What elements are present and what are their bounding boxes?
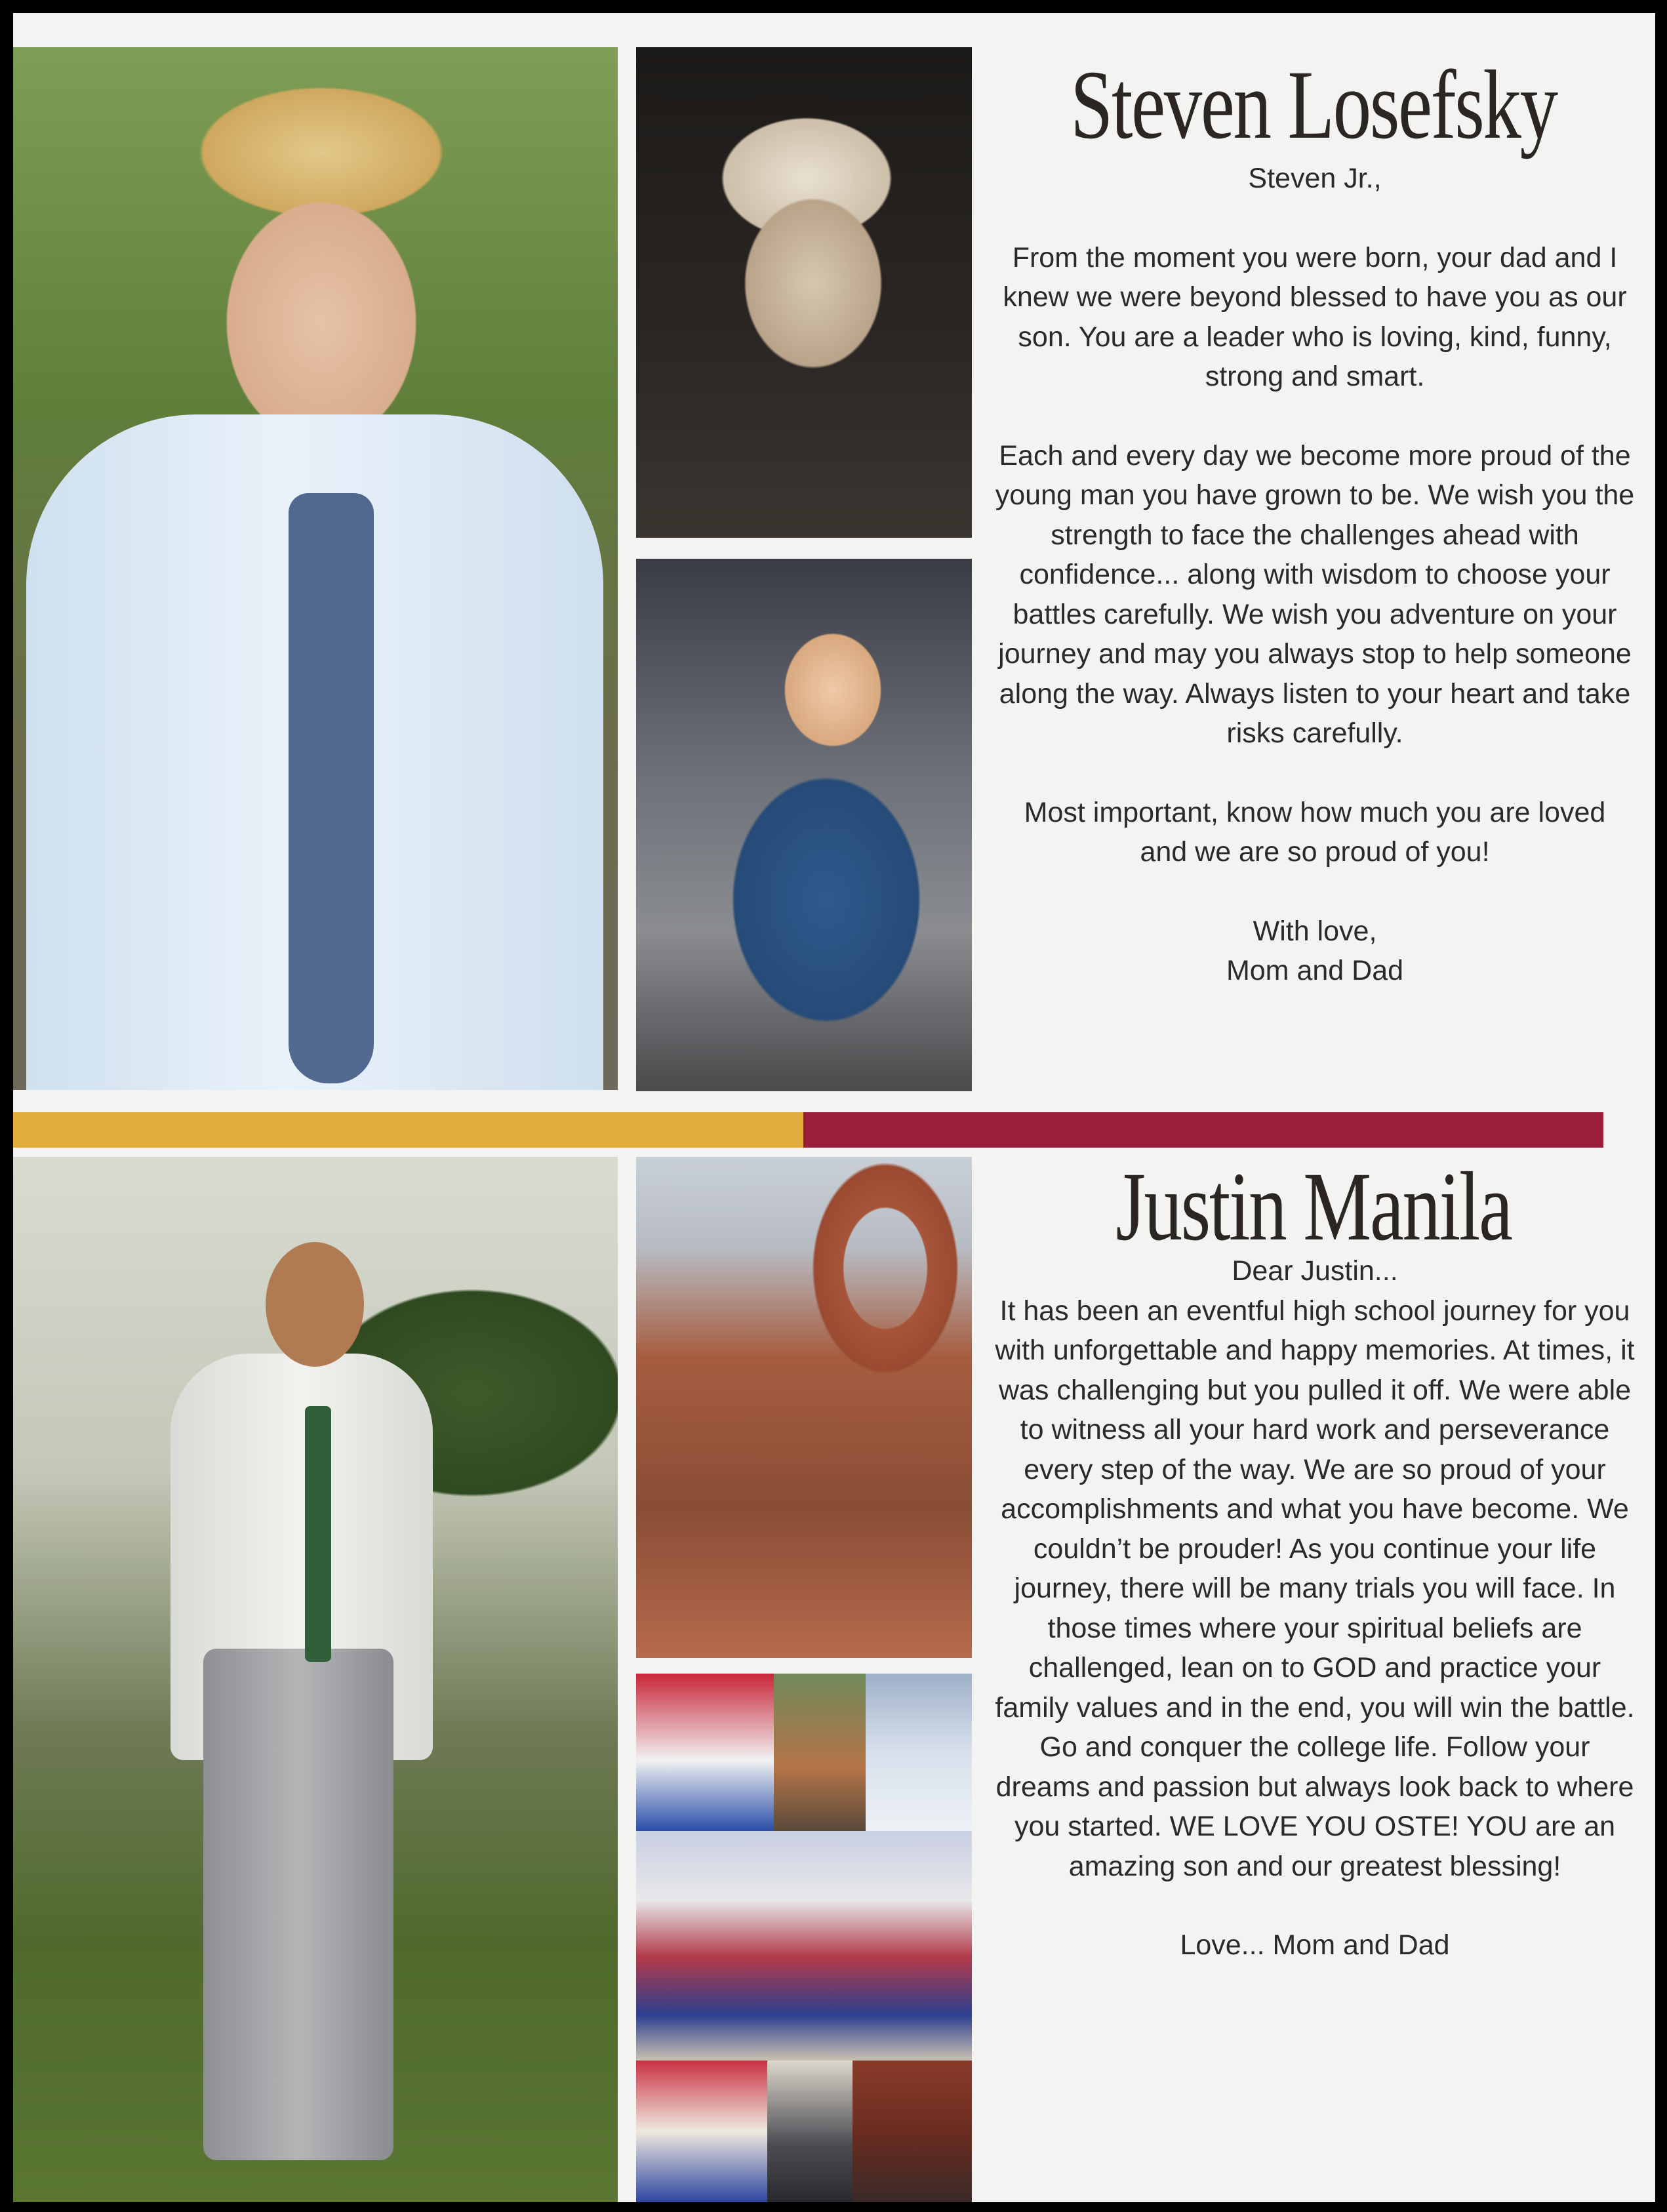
divider-gold-stripe bbox=[13, 1112, 803, 1148]
steven-name-heading: Steven Losefsky bbox=[1070, 50, 1557, 159]
steven-paragraph-3: Most important, know how much you are loved and we are so proud of you! bbox=[1024, 796, 1606, 868]
justin-message bbox=[990, 1251, 1639, 1965]
justin-salutation: Dear Justin... bbox=[1232, 1255, 1398, 1287]
divider-red-stripe bbox=[803, 1112, 1603, 1148]
collage-piano-tile bbox=[853, 2061, 972, 2202]
steven-paragraph-2: Each and every day we become more proud of the young man you have grown to be. We wish you the strength to face the challenges ahead with confidence... along with wisdom to choose your battles carefully. We wish you adventure on your journey and may you always stop to help someone along the way. Always listen to your heart and take risks carefully. bbox=[995, 439, 1635, 749]
steven-message bbox=[990, 159, 1639, 991]
head bbox=[266, 1242, 364, 1367]
justin-activities-collage bbox=[636, 1674, 972, 2202]
justin-name-heading: Justin Manila bbox=[1115, 1152, 1512, 1261]
tie bbox=[289, 493, 374, 1083]
steven-childhood-portrait bbox=[636, 47, 972, 538]
justin-closing: Love... Mom and Dad bbox=[1180, 1929, 1450, 1961]
collage-basketball-tile bbox=[636, 2061, 767, 2202]
collage-karate-tile bbox=[636, 1674, 774, 1831]
steven-closing-line-1: With love, bbox=[1253, 915, 1377, 947]
collage-snowboard-tile bbox=[866, 1674, 972, 1831]
justin-body: It has been an eventful high school journey for you with unforgettable and happy memories. At times, it was challenging but you pulled it off. We were able to witness all your hard work and perseverance every step of the way. We are so proud of your accomplishments and what you have become. We couldn’t be prouder! As you continue your life journey, there will be many trials you will face. In those times where your spiritual beliefs are challenged, lean on to GOD and practice your family values and in the end, you will win the battle. Go and conquer the college life. Follow your dreams and passion but always look back to where you started. WE LOVE YOU OSTE! YOU are an amazing son and our greatest blessing! bbox=[995, 1295, 1635, 1882]
steven-closing-line-2: Mom and Dad bbox=[1226, 955, 1404, 986]
justin-senior-portrait bbox=[13, 1157, 618, 2202]
justin-family-arch-photo bbox=[636, 1157, 972, 1658]
collage-biking-tile bbox=[774, 1674, 866, 1831]
collage-volleyball-tile bbox=[636, 1831, 972, 2061]
steven-paragraph-1: From the moment you were born, your dad and I knew we were beyond blessed to have you as our son. You are a leader who is loving, kind, funny, strong and smart. bbox=[1003, 241, 1627, 392]
yearbook-page bbox=[13, 13, 1655, 2202]
tie bbox=[305, 1406, 331, 1662]
pants bbox=[203, 1649, 393, 2160]
steven-fishing-photo bbox=[636, 559, 972, 1091]
steven-senior-portrait bbox=[13, 47, 618, 1090]
steven-salutation: Steven Jr., bbox=[1248, 163, 1382, 194]
collage-saxophone-tile bbox=[767, 2061, 853, 2202]
